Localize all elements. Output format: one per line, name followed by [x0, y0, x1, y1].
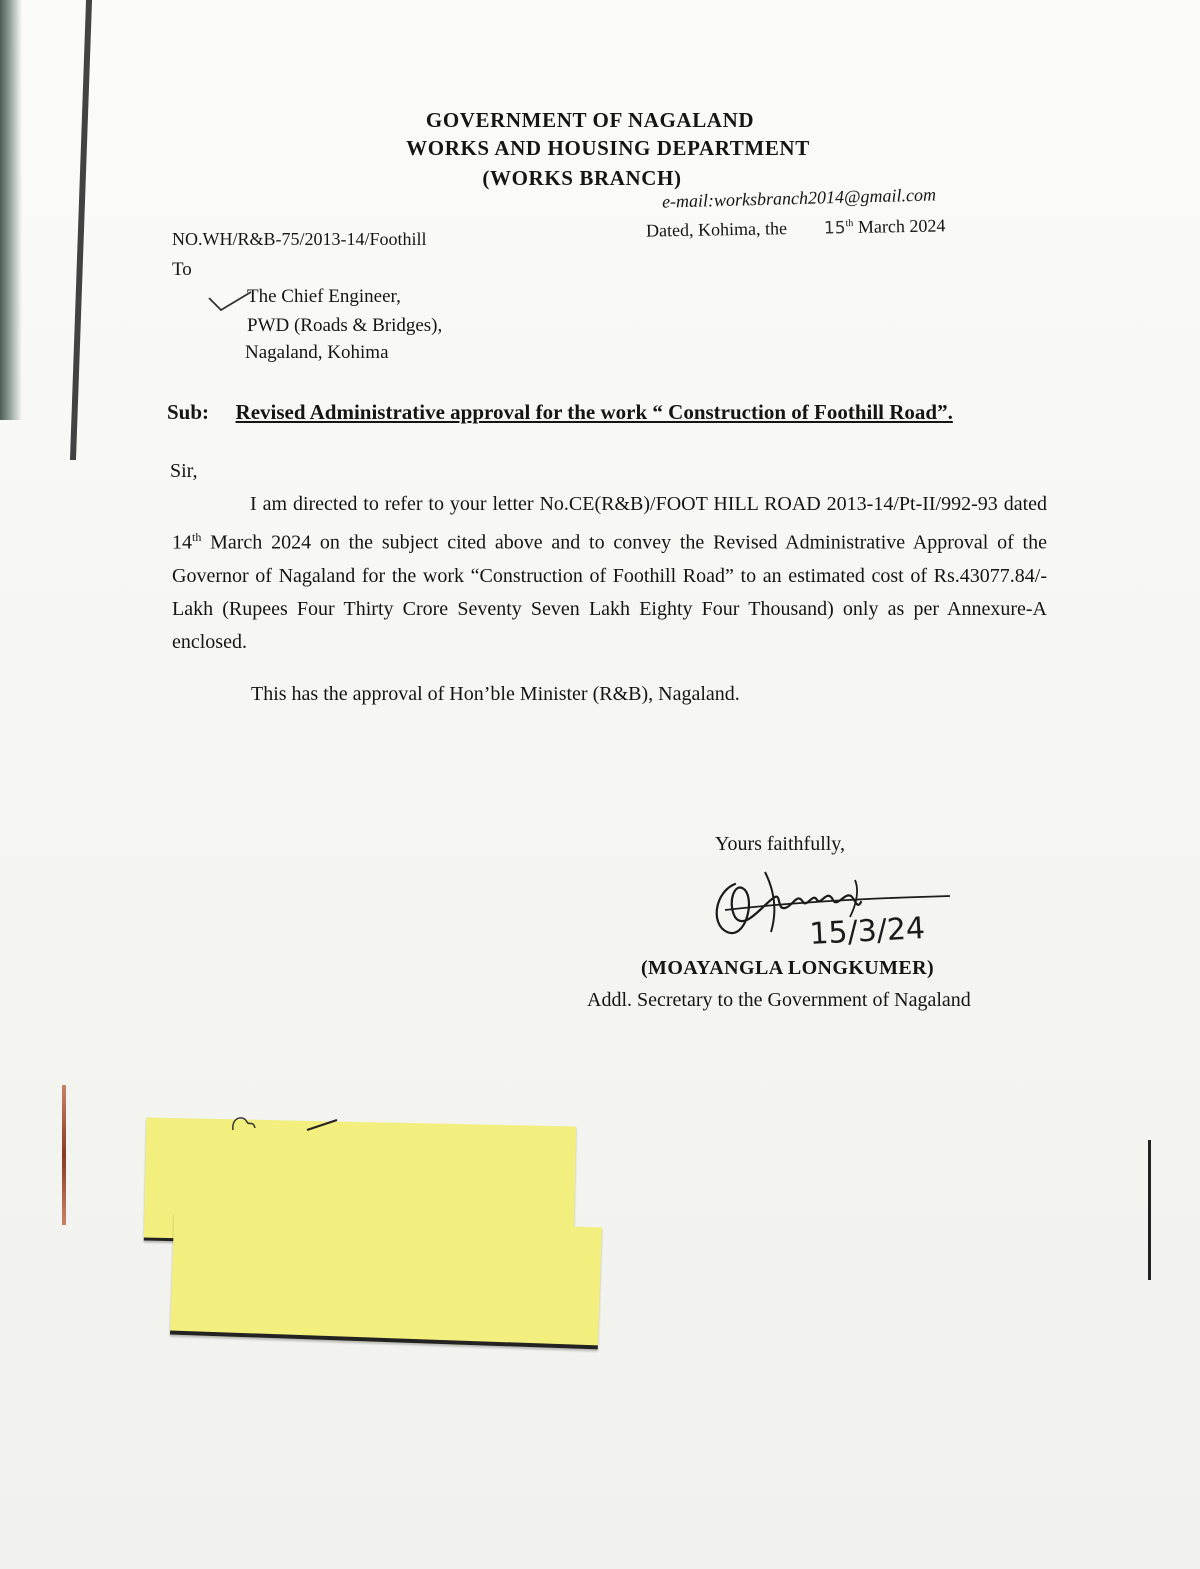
subject-line — [167, 400, 953, 425]
letterhead-government: GOVERNMENT OF NAGALAND — [425, 108, 755, 132]
signature-date: 15/3/24 — [808, 910, 926, 952]
scan-edge-mark-right — [1148, 1140, 1151, 1280]
letterhead-department: WORKS AND HOUSING DEPARTMENT — [406, 136, 810, 160]
month-year: March 2024 — [857, 215, 946, 237]
signatory-name: (MOAYANGLA LONGKUMER) — [641, 957, 935, 979]
addressee-title: The Chief Engineer, — [247, 286, 401, 307]
addressee-to: To — [172, 259, 192, 280]
handwritten-mark-icon — [225, 1108, 345, 1138]
reference-date — [646, 215, 946, 241]
letterhead-branch: (WORKS BRANCH) — [482, 166, 682, 190]
signatory-designation: Addl. Secretary to the Government of Nagaland — [587, 989, 971, 1011]
addressee-location: Nagaland, Kohima — [245, 342, 389, 363]
letter-body — [172, 488, 1047, 659]
day-suffix: th — [845, 217, 854, 230]
letterhead-email: e-mail:worksbranch2014@gmail.com — [661, 184, 937, 212]
addressee-office: PWD (Roads & Bridges), — [247, 315, 443, 336]
salutation: Sir, — [170, 460, 198, 482]
dated-label: Dated, Kohima, the — [645, 218, 788, 241]
subject-label: Sub: — [167, 400, 210, 424]
handwritten-signature — [705, 862, 975, 962]
scan-edge-mark — [62, 1085, 66, 1225]
body-paragraph-part2: March 2024 on the subject cited above and to convey the Revised Administrative Approval of the Governor of Nagaland for the work “Construction of Foothill Road” to an estimated cost of Rs.43077.84/- Lakh (Rupees Four Thirty Crore Seventy Seven Lakh Eighty Four Thousand) only as per Annexure-A enclosed. — [172, 531, 1047, 653]
sticky-note-redaction — [170, 1213, 602, 1350]
reference-number: NO.WH/R&B-75/2013-14/Foothill — [172, 229, 427, 249]
body-paragraph-part1: I am directed to refer to your letter No.CE(R&B)/FOOT HILL ROAD 2013-14/Pt-II/992-93 dated 14 — [172, 493, 1047, 554]
handwritten-day: 15 — [823, 218, 846, 239]
approval-note: This has the approval of Hon’ble Minister (R&B), Nagaland. — [251, 683, 740, 705]
scan-edge-shadow — [0, 0, 22, 420]
scan-edge-line — [70, 0, 92, 460]
body-paragraph — [172, 488, 1047, 659]
valediction: Yours faithfully, — [715, 833, 846, 855]
ordinal-suffix: th — [192, 530, 202, 544]
subject-text: Revised Administrative approval for the work “ Construction of Foothill Road”. — [235, 400, 953, 424]
